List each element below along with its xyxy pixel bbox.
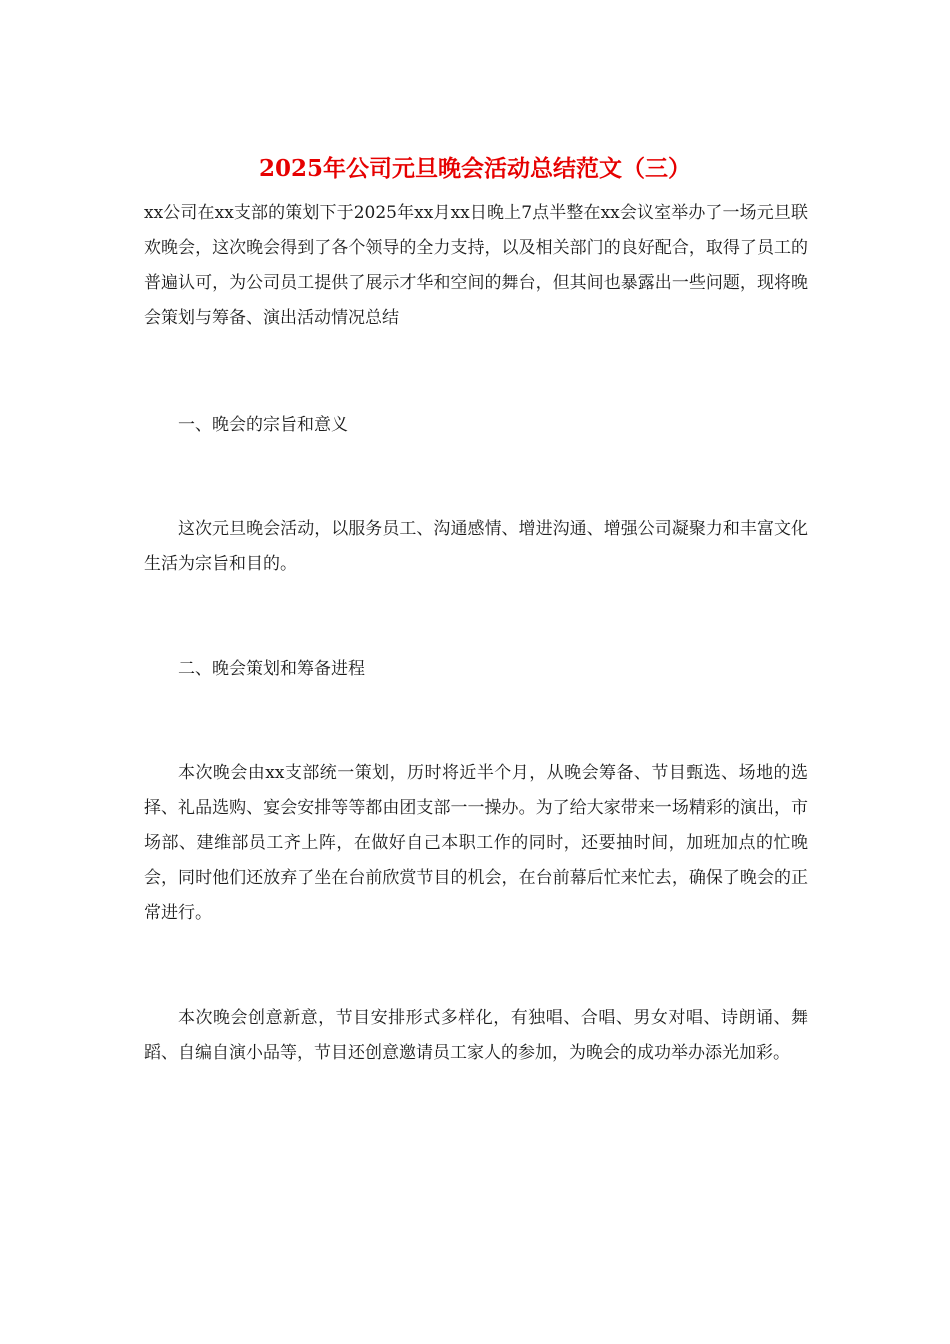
section-1-paragraph: 这次元旦晚会活动，以服务员工、沟通感情、增进沟通、增强公司凝聚力和丰富文化生活为宗旨和目的。: [144, 519, 808, 574]
section-2-paragraph-1: 本次晚会由xx支部统一策划，历时将近半个月，从晚会筹备、节目甄选、场地的选择、礼品选购、宴会安排等等都由团支部一一操办。为了给大家带来一场精彩的演出，市场部、建维部员工齐上阵，在做好自己本职工作的同时，还要抽时间，加班加点的忙晚会，同时他们还放弃了坐在台前欣赏节目的机会，在台前幕后忙来忙去，确保了晚会的正常进行。: [144, 763, 808, 923]
section-heading-2: 二、晚会策划和筹备进程: [178, 659, 365, 679]
document-title: 2025年公司元旦晚会活动总结范文（三）: [258, 155, 691, 182]
section-heading-1: 一、晚会的宗旨和意义: [178, 415, 348, 435]
section-2-paragraph-2: 本次晚会创意新意，节目安排形式多样化，有独唱、合唱、男女对唱、诗朗诵、舞蹈、自编自演小品等，节目还创意邀请员工家人的参加，为晚会的成功举办添光加彩。: [144, 1008, 808, 1063]
intro-paragraph: xx公司在xx支部的策划下于2025年xx月xx日晚上7点半整在xx会议室举办了一场元旦联欢晚会，这次晚会得到了各个领导的全力支持，以及相关部门的良好配合，取得了员工的普遍认可，为公司员工提供了展示才华和空间的舞台，但其间也暴露出一些问题，现将晚会策划与筹备、演出活动情况总结: [144, 203, 808, 328]
